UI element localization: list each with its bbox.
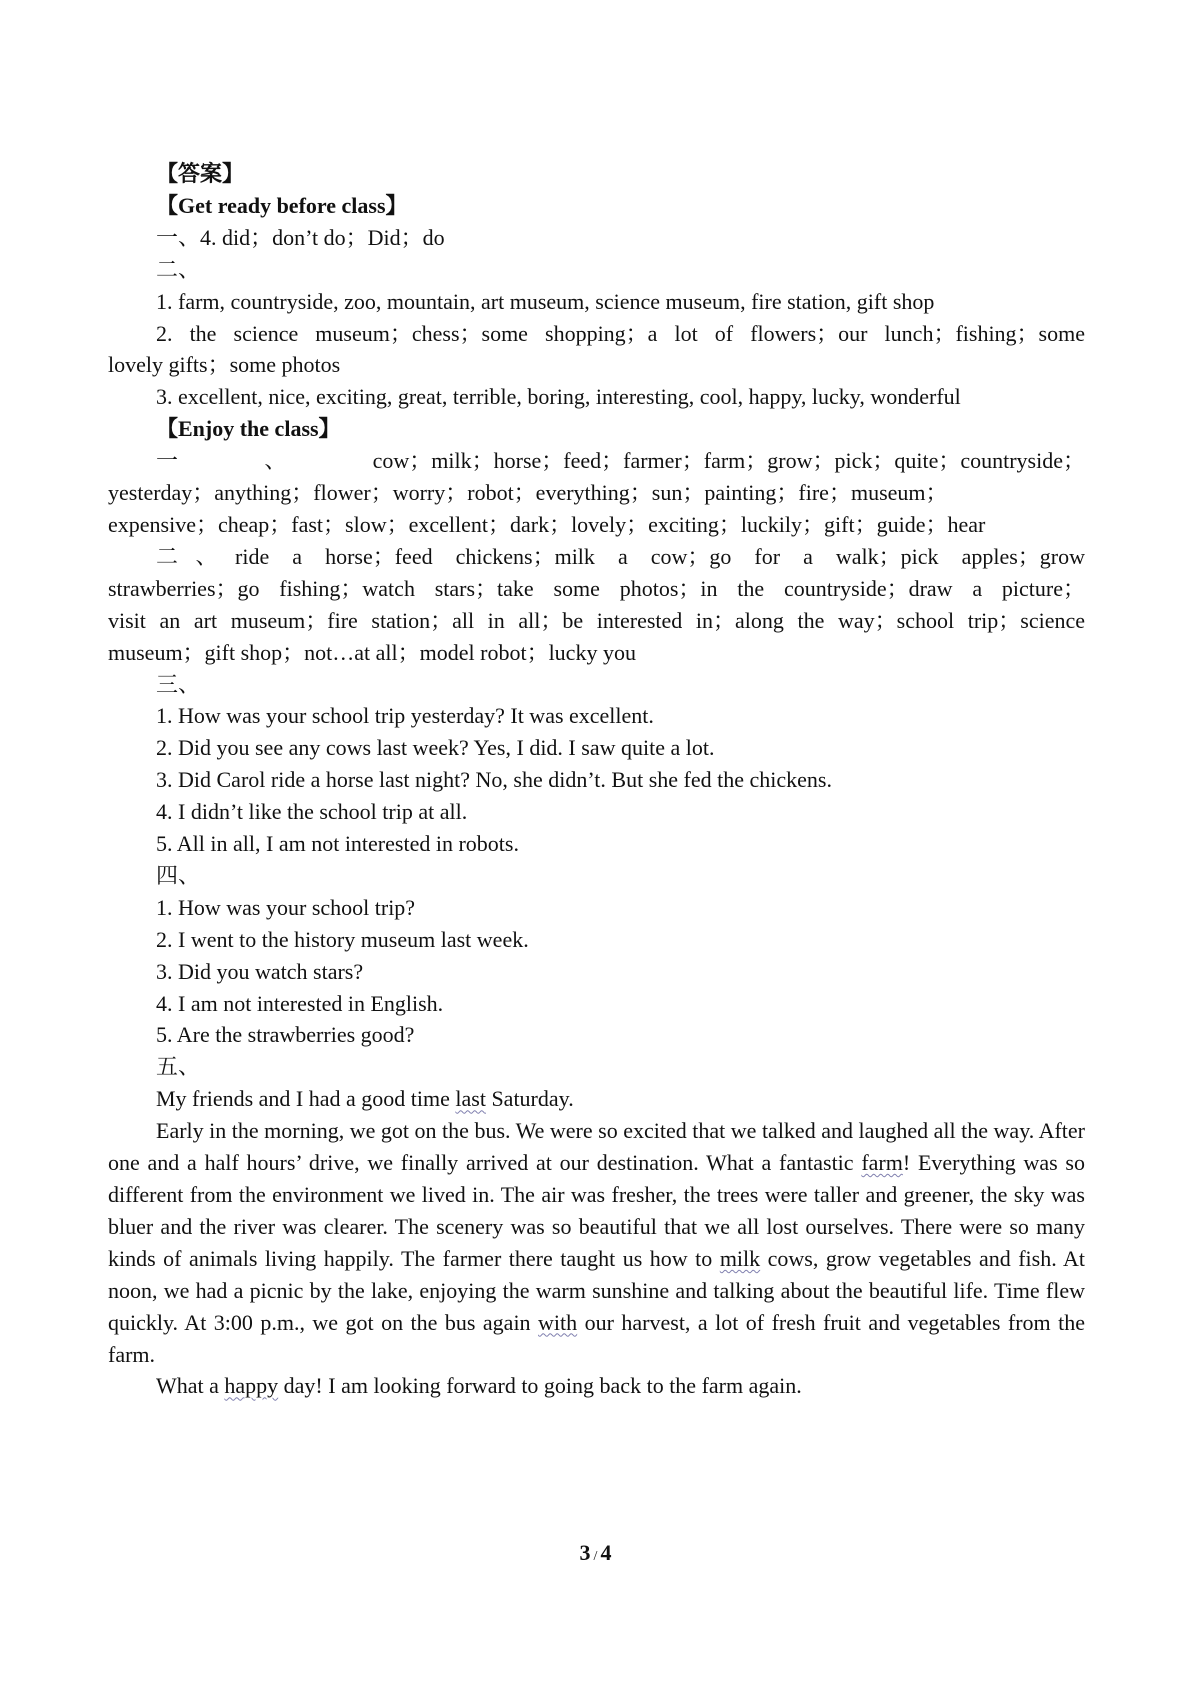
essay-text: Saturday. <box>485 1086 574 1112</box>
list-item: 1. farm, countryside, zoo, mountain, art museum, science museum, fire station, gift shop <box>156 288 935 314</box>
get-ready-heading: 【Get ready before class】 <box>156 192 408 218</box>
wavy-underlined-word: farm <box>861 1150 903 1176</box>
list-item: 5. Are the strawberries good? <box>156 1022 415 1048</box>
list-item: 4. I didn’t like the school trip at all. <box>156 799 468 825</box>
wavy-underlined-word: last <box>455 1086 486 1112</box>
list-item: 3. excellent, nice, exciting, great, terrible, boring, interesting, cool, happy, lucky, wonderful <box>156 384 961 410</box>
list-item: 5. All in all, I am not interested in robots. <box>156 831 519 857</box>
essay-paragraph-3 <box>108 1370 1085 1402</box>
essay-text: ! Everything was so different from the environment we lived in. The air was fresher, the trees were taller and greener, the sky was bluer and the river was clearer. The scenery was so beautiful that we all lost ourselves. There were so many kinds of animals living happily. The farmer there taught us how to <box>108 1150 1085 1271</box>
wavy-underlined-word: milk <box>719 1245 761 1271</box>
part5-label: 五、 <box>156 1054 201 1080</box>
answers-heading: 【答案】 <box>156 161 245 186</box>
document-page <box>108 158 1085 1402</box>
page-current: 3 <box>579 1540 591 1565</box>
part3-label: 三、 <box>156 671 201 697</box>
essay-text: Early in the morning, we got on the bus. We were so excited that we talked and laughed all the way. After one and a half hours’ drive, we finally arrived at our destination. What a fantastic <box>108 1118 1085 1176</box>
list-item: 3. Did Carol ride a horse last night? No, she didn’t. But she fed the chickens. <box>156 767 832 793</box>
phrase-line: visit an art museum；fire station；all in all；be interested in；along the way；school trip；science <box>108 607 1085 633</box>
list-item: 4. I am not interested in English. <box>156 990 444 1016</box>
essay-paragraph-1 <box>108 1083 1085 1115</box>
page-total: 4 <box>600 1540 612 1565</box>
essay-text: our harvest, a lot of fresh fruit and vegetables from the farm. <box>108 1309 1085 1367</box>
list-item: 1. How was your school trip? <box>156 894 416 920</box>
page-separator: / <box>593 1549 598 1564</box>
part4-label: 四、 <box>156 862 201 888</box>
page-number <box>0 1540 1191 1566</box>
vocab-line: 一、cow；milk；horse；feed；farmer；farm；grow；pick；quite；countryside； <box>156 448 1085 474</box>
list-item: 2. I went to the history museum last week. <box>156 926 529 952</box>
wavy-underlined-word: with <box>538 1309 578 1335</box>
list-item: 1. How was your school trip yesterday? It was excellent. <box>156 703 654 729</box>
list-item-continuation: lovely gifts；some photos <box>108 352 341 378</box>
essay-text: My friends and I had a good time <box>156 1086 456 1112</box>
vocab-line: expensive；cheap；fast；slow；excellent；dark；lovely；exciting；luckily；gift；guide；hear <box>108 511 986 537</box>
phrase-line: 二、ride a horse；feed chickens；milk a cow；go for a walk；pick apples；grow <box>156 543 1085 569</box>
essay-text: What a <box>156 1373 225 1399</box>
get-ready-part1: 一、4. did；don’t do；Did；do <box>156 224 445 250</box>
get-ready-part2-label: 二、 <box>156 256 201 282</box>
essay-text: day! I am looking forward to going back to the farm again. <box>278 1373 802 1399</box>
essay-paragraph-2 <box>108 1115 1085 1370</box>
phrase-line: strawberries；go fishing；watch stars；take some photos；in the countryside；draw a picture； <box>108 575 1085 601</box>
vocab-line: yesterday；anything；flower；worry；robot；everything；sun；painting；fire；museum； <box>108 480 948 506</box>
enjoy-heading: 【Enjoy the class】 <box>156 416 341 442</box>
essay-text: cows, grow vegetables and fish. At noon, we had a picnic by the lake, enjoying the warm sunshine and talking about the beautiful life. Time flew quickly. At 3:00 p.m., we got on the bus again <box>108 1245 1085 1335</box>
wavy-underlined-word: happy <box>224 1373 279 1399</box>
list-item: 2. the science museum；chess；some shopping；a lot of flowers；our lunch；fishing；some <box>156 320 1085 346</box>
list-item: 2. Did you see any cows last week? Yes, I did. I saw quite a lot. <box>156 735 715 761</box>
phrase-line: museum；gift shop；not…at all；model robot；lucky you <box>108 639 636 665</box>
list-item: 3. Did you watch stars? <box>156 958 364 984</box>
